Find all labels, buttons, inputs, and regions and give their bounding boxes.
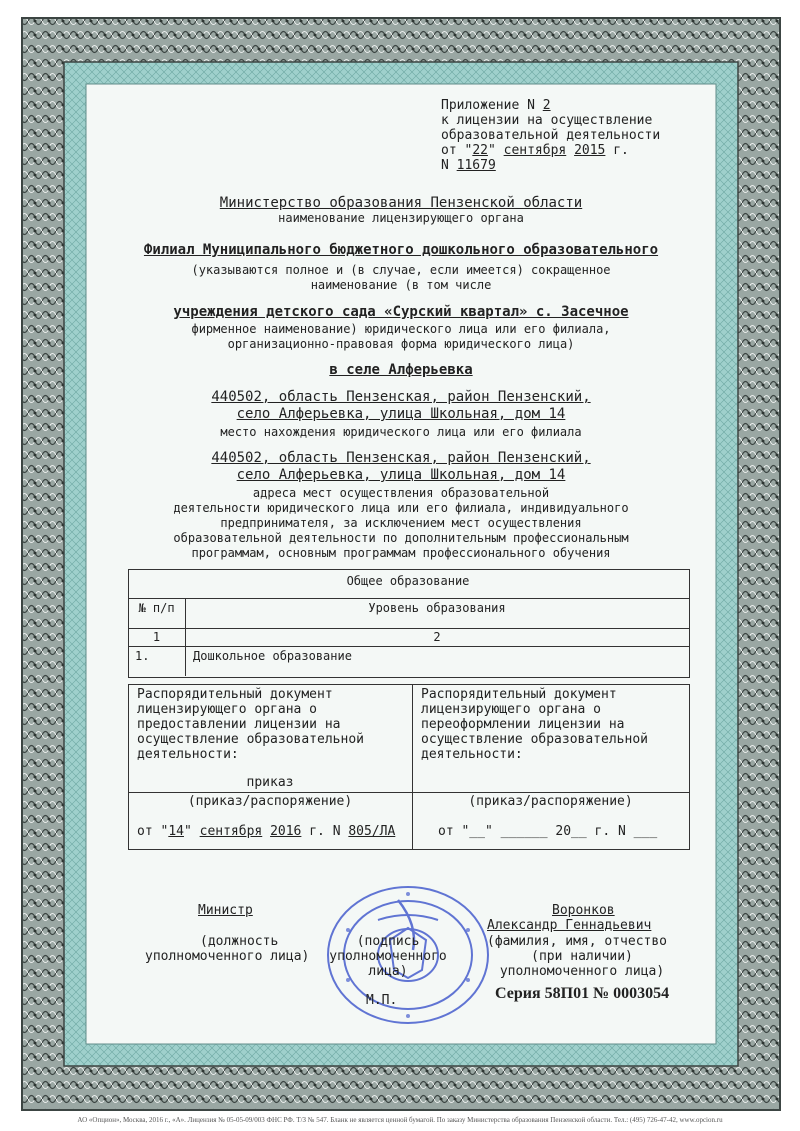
organization-caption2b: организационно-правовая форма юридического лица) [227,337,575,351]
print-footer: АО «Опцион», Москва, 2016 г., «А». Лицензия № 05-05-09/003 ФНС РФ. Т/З № 547. Бланк не является ценной бумагой. По заказу Министерства образования Пензенской области. Тел.: (495) 726-47-42, www.opcion.ru [77,1116,723,1124]
location-line2: село Алферьевка, улица Школьная, дом 14 [236,406,566,422]
left-doc-text-5: деятельности: [137,747,239,762]
appendix-line3: образовательной деятельности [441,128,661,143]
right-doc-date: от "__" ______ 20__ г. N ___ [438,824,658,839]
position-caption-1: (должность [200,934,279,949]
left-doc-date: от "14" сентября 2016 г. N 805/ЛА [137,824,396,839]
column-header-number: № п/п [138,601,175,615]
organization-line2: учреждения детского сада «Сурский квартал» с. Засечное [173,304,629,320]
sign-caption-2: уполномоченного [329,949,447,964]
table-divider [128,598,689,599]
location-caption: место нахождения юридического лица или его филиала [220,425,582,439]
signer-surname: Воронков [552,903,615,918]
seal-place-label: М.П. [366,993,398,1008]
signer-position: Министр [198,903,253,918]
activity-caption-3: предпринимателя, за исключением мест осуществления [220,516,582,530]
column-index-1: 1 [152,630,161,644]
table-divider [128,646,689,647]
organization-line3: в селе Алферьевка [329,362,473,378]
table-divider [128,792,689,793]
table-divider [412,684,413,849]
activity-address-line1: 440502, область Пензенская, район Пензенский, [211,450,591,466]
left-doc-text-4: осуществление образовательной [137,732,364,747]
appendix-line2: к лицензии на осуществление [441,113,653,128]
signer-name: Александр Геннадьевич [487,918,652,933]
right-doc-text-4: осуществление образовательной [421,732,648,747]
organization-line1: Филиал Муниципального бюджетного дошкольного образовательного [143,242,659,258]
left-doc-caption: (приказ/распоряжение) [187,794,353,809]
blank-series-number: Серия 58П01 № 0003054 [495,985,670,1002]
activity-address-line2: село Алферьевка, улица Школьная, дом 14 [236,467,566,483]
table-row-number: 1. [135,649,150,663]
organization-caption2a: фирменное наименование) юридического лица или его филиала, [191,322,611,336]
authority-caption: наименование лицензирующего органа [278,211,524,225]
column-index-2: 2 [433,630,441,644]
sign-caption-1: (подпись [356,934,420,949]
authority-name: Министерство образования Пензенской области [219,195,583,211]
left-doc-text-1: Распорядительный документ [137,687,333,702]
right-doc-caption: (приказ/распоряжение) [468,794,633,809]
location-line1: 440502, область Пензенская, район Пензенский, [211,389,591,405]
right-doc-text-3: переоформлении лицензии на [421,717,625,732]
license-number: N 11679 [441,158,496,173]
name-caption-1: (фамилия, имя, отчество [487,934,668,949]
activity-caption-5: программам, основным программам профессионального обучения [191,546,611,560]
left-doc-text-3: предоставлении лицензии на [137,717,341,732]
appendix-line1: Приложение N 2 [441,98,551,113]
organization-caption1b: наименование (в том числе [310,278,492,292]
organization-caption1a: (указываются полное и (в случае, если имеется) сокращенное [191,263,611,277]
column-header-level: Уровень образования [368,601,506,615]
right-doc-text-5: деятельности: [421,747,523,762]
education-table-title: Общее образование [346,574,470,588]
appendix-date: от "22" сентября 2015 г. [441,143,629,158]
right-doc-text-2: лицензирующего органа о [421,702,602,717]
right-doc-text-1: Распорядительный документ [421,687,617,702]
table-row-level: Дошкольное образование [193,649,352,663]
position-caption-2: уполномоченного лица) [145,949,310,964]
activity-caption-2: деятельности юридического лица или его филиала, индивидуального [173,501,629,515]
sign-caption-3: лица) [368,964,408,979]
activity-caption-1: адреса мест осуществления образовательной [252,486,550,500]
activity-caption-4: образовательной деятельности по дополнительным профессиональным [173,531,629,545]
name-caption-2: (при наличии) [531,949,633,964]
left-doc-type: приказ [246,775,294,790]
left-doc-text-2: лицензирующего органа о [137,702,318,717]
table-divider [128,628,689,629]
name-caption-3: уполномоченного лица) [499,964,665,979]
